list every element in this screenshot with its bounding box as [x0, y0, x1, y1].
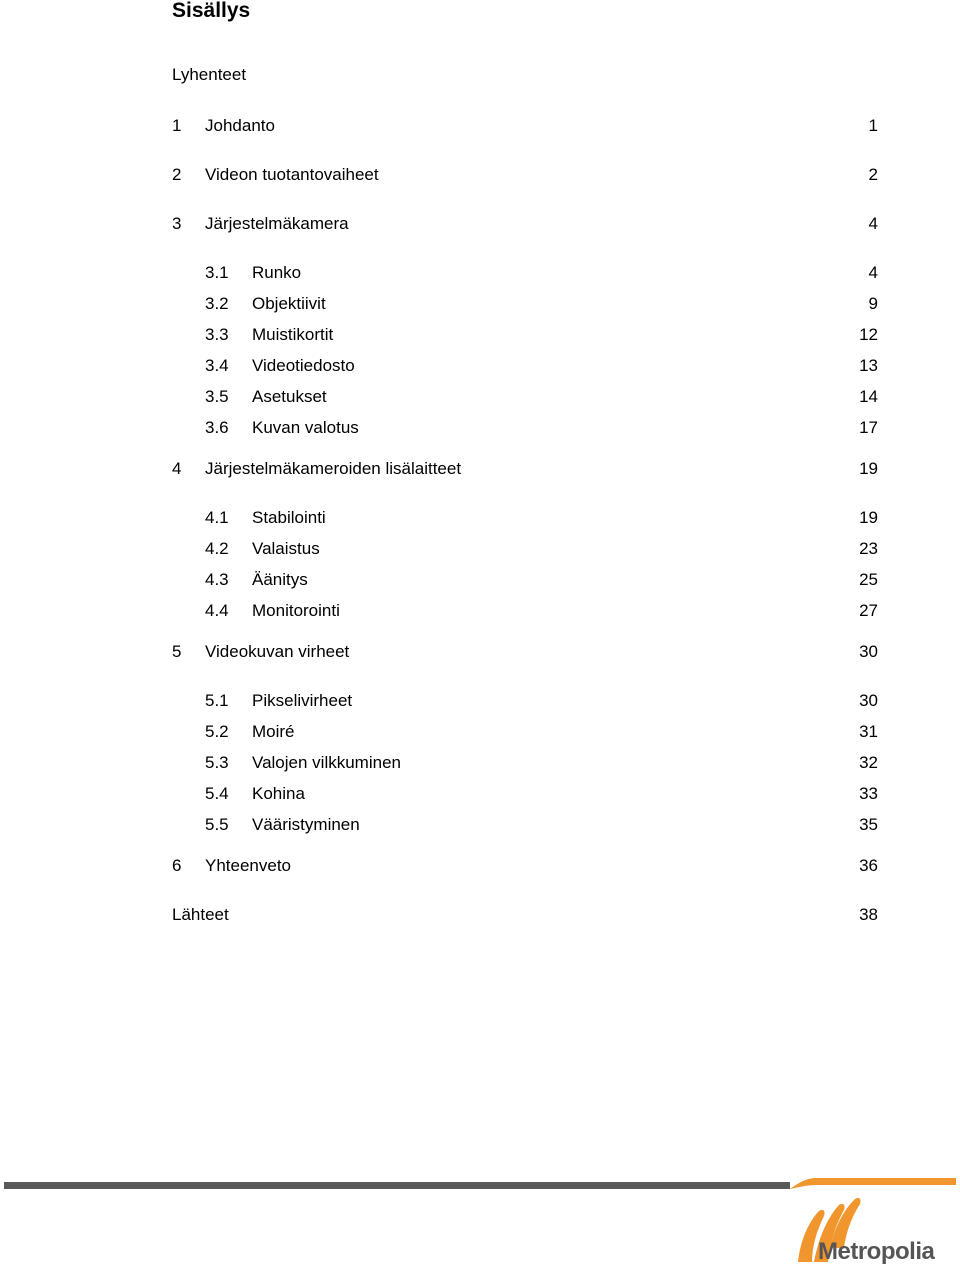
- toc-entry-page: 38: [859, 905, 878, 924]
- toc-entry-number: 4.1: [205, 508, 229, 527]
- footer-bar-gray: [4, 1182, 790, 1189]
- footer-bar-orange: [790, 1178, 956, 1189]
- toc-entry-page: 25: [859, 570, 878, 589]
- toc-entry[interactable]: [172, 63, 878, 87]
- toc-entry-label: Muistikortit: [252, 325, 334, 344]
- toc-entry[interactable]: [172, 599, 878, 623]
- toc-entry[interactable]: [172, 813, 878, 837]
- toc-entry-label: Valaistus: [252, 539, 320, 558]
- toc-entry-number: 3.5: [205, 387, 229, 406]
- toc-entry[interactable]: [172, 782, 878, 806]
- toc-entry-page: 33: [859, 784, 878, 803]
- toc-entry-label: Kuvan valotus: [252, 418, 359, 437]
- logo-wordmark: Metropolia: [818, 1238, 935, 1265]
- toc-entry-label: Vääristyminen: [252, 815, 360, 834]
- toc-entry-label: Valojen vilkkuminen: [252, 753, 401, 772]
- toc-entry-number: 5.5: [205, 815, 229, 834]
- toc-entry-page: 14: [859, 387, 878, 406]
- toc-entry-label: Monitorointi: [252, 601, 340, 620]
- toc-entry[interactable]: [172, 163, 878, 187]
- footer-bar: [0, 1178, 960, 1192]
- toc-entry[interactable]: [172, 212, 878, 236]
- toc-entry-label: Johdanto: [205, 116, 275, 135]
- toc-entry[interactable]: [172, 457, 878, 481]
- toc-entry-label: Objektiivit: [252, 294, 326, 313]
- toc-entry-page: 35: [859, 815, 878, 834]
- toc-entry[interactable]: [172, 537, 878, 561]
- toc-entry-label: Kohina: [252, 784, 305, 803]
- toc-entry-page: 31: [859, 722, 878, 741]
- toc-entry-page: 13: [859, 356, 878, 375]
- toc-entry[interactable]: [172, 751, 878, 775]
- toc-entry-number: 5.4: [205, 784, 229, 803]
- toc-entry[interactable]: [172, 385, 878, 409]
- toc-entry-page: 17: [859, 418, 878, 437]
- toc-entry-page: 4: [868, 263, 878, 282]
- toc-entry-label: Runko: [252, 263, 302, 282]
- toc-entry[interactable]: [172, 640, 878, 664]
- toc-entry-number: 4.3: [205, 570, 229, 589]
- toc-entry-label: Stabilointi: [252, 508, 326, 527]
- toc-entry[interactable]: [172, 354, 878, 378]
- toc-entry[interactable]: [172, 903, 878, 927]
- toc-entry[interactable]: [172, 323, 878, 347]
- toc-entry[interactable]: [172, 506, 878, 530]
- toc-entry-number: 3.2: [205, 294, 229, 313]
- toc-entry-number: 3.4: [205, 356, 229, 375]
- toc-entry-number: 4.4: [205, 601, 229, 620]
- toc-entry-number: 2: [172, 165, 182, 184]
- toc-entry-label: Moiré: [252, 722, 295, 741]
- toc-entry-label: Pikselivirheet: [252, 691, 353, 710]
- toc-entry-label: Yhteenveto: [205, 856, 292, 875]
- toc-entry-number: 3: [172, 214, 182, 233]
- toc-entry-label: Järjestelmäkameroiden lisälaitteet: [205, 459, 462, 478]
- toc-entry-page: 23: [859, 539, 878, 558]
- toc-entry-page: 36: [859, 856, 878, 875]
- toc-entry[interactable]: [172, 261, 878, 285]
- toc-entry-page: 32: [859, 753, 878, 772]
- toc-entry-label: Asetukset: [252, 387, 327, 406]
- toc-entry[interactable]: [172, 114, 878, 138]
- toc-entry-number: 5: [172, 642, 182, 661]
- toc-entry-label: Järjestelmäkamera: [205, 214, 349, 233]
- toc-entry-page: 27: [859, 601, 878, 620]
- toc-entry-page: 4: [868, 214, 878, 233]
- toc-entry-number: 5.3: [205, 753, 229, 772]
- toc-entry-page: 30: [859, 691, 878, 710]
- toc-entry-page: 1: [868, 116, 878, 135]
- toc-entry-page: 19: [859, 508, 878, 527]
- toc-entry-number: 6: [172, 856, 182, 875]
- toc-entry-label: Äänitys: [252, 570, 308, 589]
- toc-entry[interactable]: [172, 568, 878, 592]
- toc-entry-page: 19: [859, 459, 878, 478]
- toc-entry-label: Videon tuotantovaiheet: [205, 165, 379, 184]
- toc-entry-label: Videotiedosto: [252, 356, 355, 375]
- toc-entry-page: 2: [868, 165, 878, 184]
- toc-entry-number: 4.2: [205, 539, 229, 558]
- toc-entry-number: 3.6: [205, 418, 229, 437]
- toc-entry-number: 4: [172, 459, 182, 478]
- toc-entry-label: Lyhenteet: [172, 65, 247, 84]
- toc-entry-page: 12: [859, 325, 878, 344]
- toc-entry-number: 5.1: [205, 691, 229, 710]
- toc-entry-number: 1: [172, 116, 182, 135]
- toc-entry-number: 3.1: [205, 263, 229, 282]
- toc-entry-page: 30: [859, 642, 878, 661]
- toc-entry-page: 9: [868, 294, 878, 313]
- toc-entry[interactable]: [172, 854, 878, 878]
- table-of-contents: [172, 0, 878, 940]
- page-title: Sisällys: [172, 0, 251, 22]
- toc-entry-number: 3.3: [205, 325, 229, 344]
- toc-entry-label: Videokuvan virheet: [205, 642, 350, 661]
- toc-entry-number: 5.2: [205, 722, 229, 741]
- toc-entry[interactable]: [172, 292, 878, 316]
- toc-entry[interactable]: [172, 720, 878, 744]
- toc-entry[interactable]: [172, 689, 878, 713]
- toc-entry[interactable]: [172, 416, 878, 440]
- toc-entry-label: Lähteet: [172, 905, 229, 924]
